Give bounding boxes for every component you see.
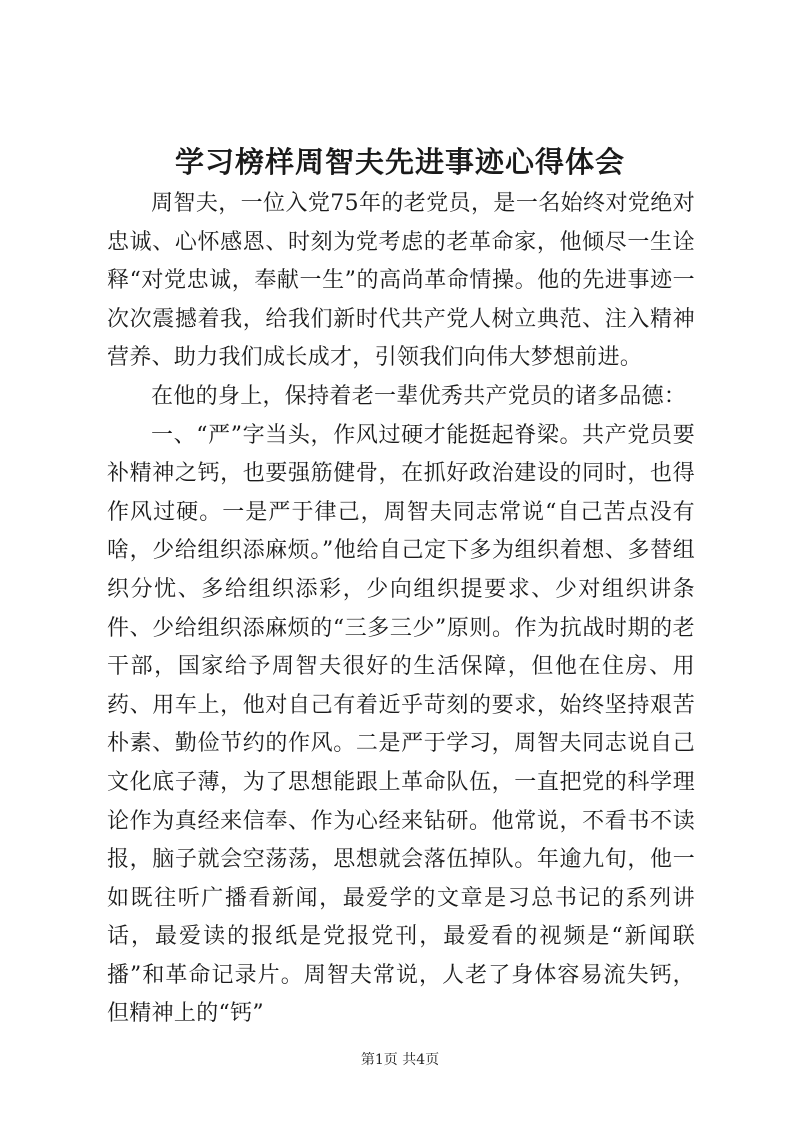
document-title: 学习榜样周智夫先进事迹心得体会	[174, 145, 625, 179]
paragraph-section-one: 一、“严”字当头，作风过硬才能挺起脊梁。共产党员要补精神之钙，也要强筋健骨，在抓好政治建设的同时，也得作风过硬。一是严于律己，周智夫同志常说“自己苦点没有啥，少给组织添麻烦。”他给自己定下多为组织着想、多替组织分忧、多给组织添彩，少向组织提要求、少对组织讲条件、少给组织添麻烦的“三多三少”原则。作为抗战时期的老干部，国家给予周智夫很好的生活保障，但他在住房、用药、用车上，他对自己有着近乎苛刻的要求，始终坚持艰苦朴素、勤俭节约的作风。二是严于学习，周智夫同志说自己文化底子薄，为了思想能跟上革命队伍，一直把党的科学理论作为真经来信奉、作为心经来钻研。他常说，不看书不读报，脑子就会空荡荡，思想就会落伍掉队。年逾九旬，他一如既往听广播看新闻，最爱学的文章是习总书记的系列讲话，最爱读的报纸是党报党刊，最爱看的视频是“新闻联播”和革命记录片。周智夫常说，人老了身体容易流失钙，但精神上的“钙”	[107, 422, 695, 1027]
page-footer: 第1页 共4页	[360, 1052, 440, 1068]
paragraph-intro: 周智夫，一位入党75年的老党员，是一名始终对党绝对忠诚、心怀感恩、时刻为党考虑的老革命家，他倾尽一生诠释“对党忠诚，奉献一生”的高尚革命情操。他的先进事迹一次次震撼着我，给我们新时代共产党人树立典范、注入精神营养、助力我们成长成才，引领我们向伟大梦想前进。	[107, 191, 695, 371]
document-body	[107, 185, 695, 1034]
paragraph-virtues: 在他的身上，保持着老一辈优秀共产党员的诸多品德：	[151, 383, 687, 409]
